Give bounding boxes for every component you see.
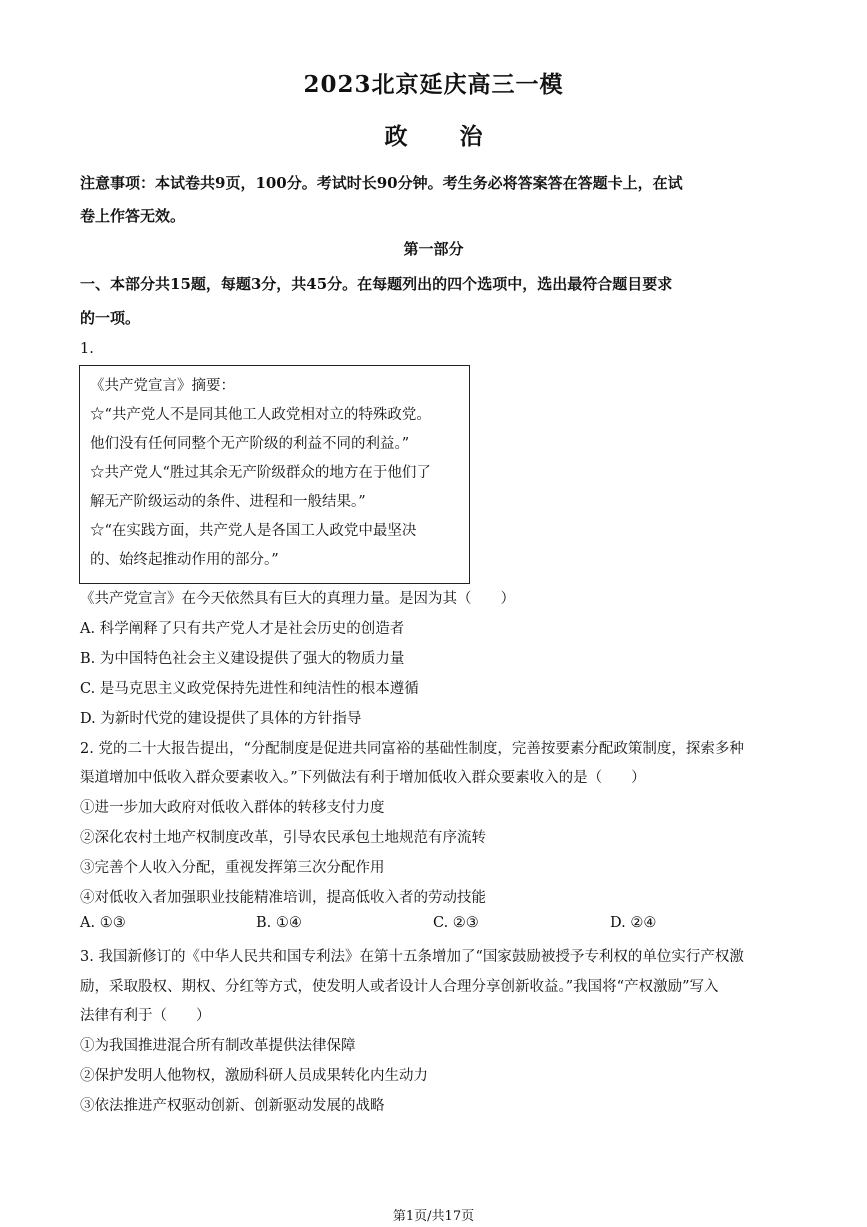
question-1-stem: 《共产党宣言》在今天依然具有巨大的真理力量。是因为其（ ） [80,591,515,607]
part-title: 第一部分 [403,240,464,258]
material-line: 解无产阶级运动的条件、进程和一般结果。” [90,494,366,510]
question-3-stem-line-2: 励，采取股权、期权、分红等方式，使发明人或者设计人合理分享创新收益。”我国将“产权激励”写入 [80,979,719,995]
question-2-item-3: ③完善个人收入分配，重视发挥第三次分配作用 [80,860,385,876]
question-1-material-box [79,365,470,584]
material-line: 《共产党宣言》摘要： [90,378,235,394]
subject-title [0,118,867,151]
part-instruction-line-1: 一、本部分共15题，每题3分，共45分。在每题列出的四个选项中，选出最符合题目要求 [80,275,673,293]
question-1-option-d: D. 为新时代党的建设提供了具体的方针指导 [80,711,362,727]
page-number: 第1页/共17页 [392,1209,475,1224]
question-2-option-c: C. ②③ [433,915,479,931]
question-2-stem-line-1: 2. 党的二十大报告提出，“分配制度是促进共同富裕的基础性制度，完善按要素分配政策制度，探索多种 [80,741,744,757]
part-instruction-line-2: 的一项。 [80,309,141,327]
material-line: ☆“在实践方面，共产党人是各国工人政党中最坚决 [90,523,417,539]
material-line: 的、始终起推动作用的部分。” [90,552,279,568]
subject-char-1: 政 [384,123,408,150]
question-1-number: 1. [80,341,94,357]
question-1-option-c: C. 是马克思主义政党保持先进性和纯洁性的根本遵循 [80,681,419,697]
notice-line-2: 卷上作答无效。 [80,207,186,225]
material-line: ☆“共产党人不是同其他工人政党相对立的特殊政党。 [90,407,431,423]
question-2-item-1: ①进一步加大政府对低收入群体的转移支付力度 [80,800,385,816]
question-2-option-a: A. ①③ [80,915,126,931]
question-3-item-2: ②保护发明人他物权，激励科研人员成果转化内生动力 [80,1068,428,1084]
question-3-item-1: ①为我国推进混合所有制改革提供法律保障 [80,1038,356,1054]
material-line: ☆共产党人“胜过其余无产阶级群众的地方在于他们了 [90,465,431,481]
question-2-option-b: B. ①④ [256,915,302,931]
page-title: 2023北京延庆高三一模 [303,71,564,98]
question-3-stem-line-3: 法律有利于（ ） [80,1008,211,1024]
question-2-option-d: D. ②④ [610,915,657,931]
question-1-option-a: A. 科学阐释了只有共产党人才是社会历史的创造者 [80,621,405,637]
subject-char-2: 治 [459,123,483,150]
question-3-stem-line-1: 3. 我国新修订的《中华人民共和国专利法》在第十五条增加了“国家鼓励被授予专利权的单位实行产权激 [80,949,744,965]
question-1-option-b: B. 为中国特色社会主义建设提供了强大的物质力量 [80,651,405,667]
material-line: 他们没有任何同整个无产阶级的利益不同的利益。” [90,436,410,452]
question-2-item-2: ②深化农村土地产权制度改革，引导农民承包土地规范有序流转 [80,830,486,846]
notice-line-1: 注意事项：本试卷共9页，100分。考试时长90分钟。考生务必将答案答在答题卡上，在试 [80,174,683,192]
question-2-stem-line-2: 渠道增加中低收入群众要素收入。”下列做法有利于增加低收入群众要素收入的是（ ） [80,770,646,786]
question-3-item-3: ③依法推进产权驱动创新、创新驱动发展的战略 [80,1098,385,1114]
question-2-item-4: ④对低收入者加强职业技能精准培训，提高低收入者的劳动技能 [80,890,486,906]
